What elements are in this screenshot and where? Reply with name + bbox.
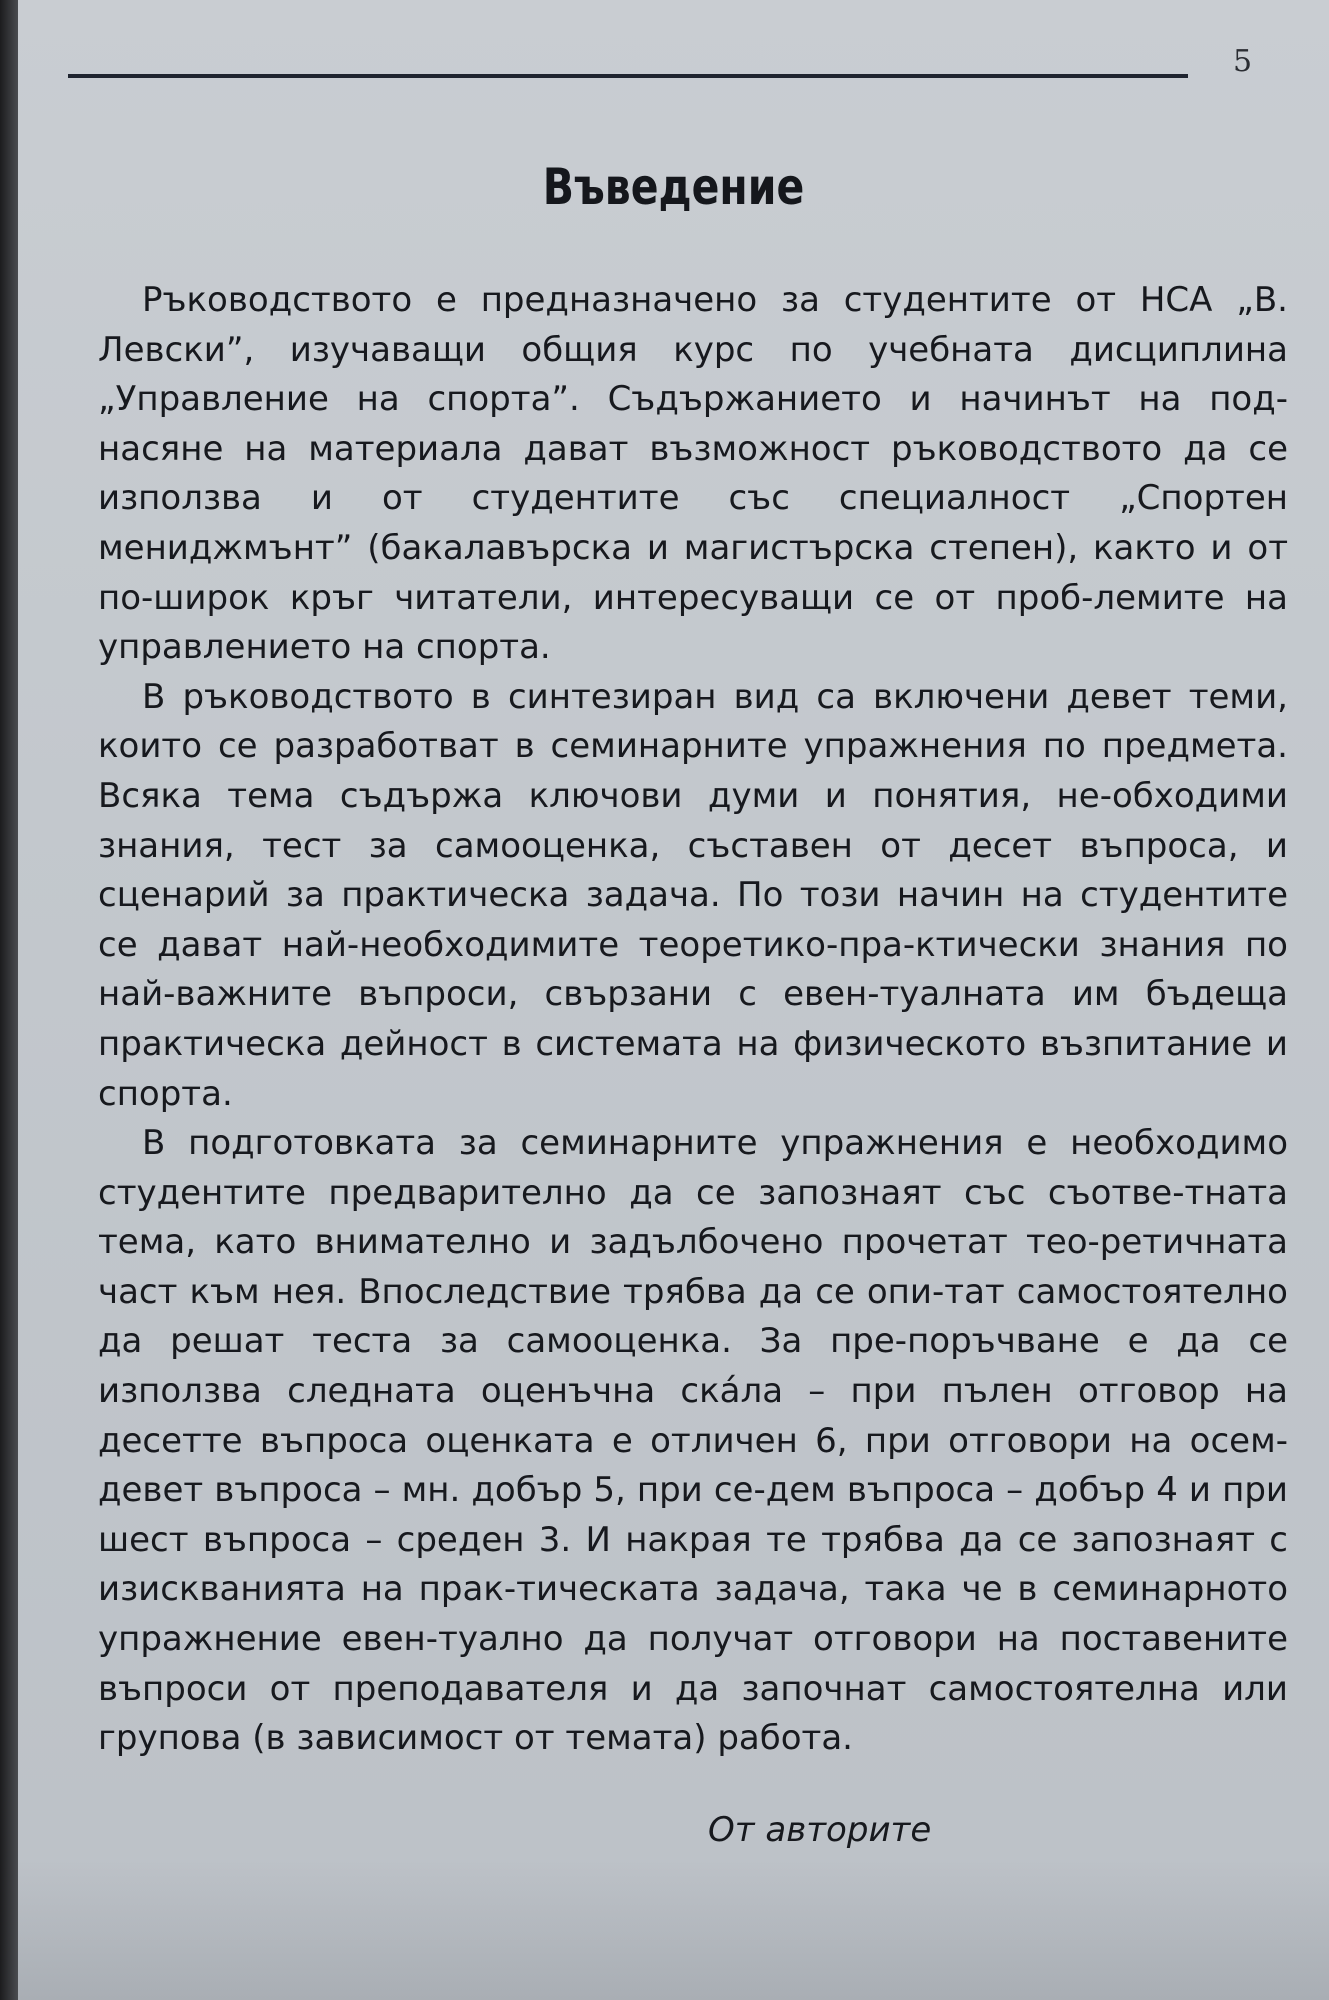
paragraph: Ръководството е предназначено за студентите от НСА „В. Левски”, изучаващи общия курс по учебната дисциплина „Управление на спорта”. Съдържанието и начинът на под-насяне на материала дават възможност ръководството да се използва и от студентите със специалност „Спортен мениджмънт” (бакалавърска и магистърска степен), както и от по-широк кръг читатели, интересуващи се от проб-лемите на управлението на спорта. xyxy=(98,280,1288,668)
body-text xyxy=(98,276,1288,1764)
bottom-shading xyxy=(18,1860,1329,2000)
page-edge-shadow xyxy=(0,0,18,2000)
header-rule xyxy=(68,74,1188,78)
page-title: Въведение xyxy=(542,158,805,216)
paragraph: В подготовката за семинарните упражнения е необходимо студентите предварително да се запознаят със съотве-тната тема, като внимателно и задълбочено прочетат тео-ретичната част към нея. Впоследствие трябва да се опи-тат самостоятелно да решат теста за самооценка. За пре-поръчване е да се използва следната оценъчна ска́ла – при пълен отговор на десетте въпроса оценката е отличен 6, при отговори на осем-девет въпроса – мн. добър 5, при се-дем въпроса – добър 4 и при шест въпроса – среден 3. И накрая те трябва да се запознаят с изискванията на прак-тическата задача, така че в семинарното упражнение евен-туално да получат отговори на поставените въпроси от преподавателя и да започнат самостоятелна или групова (в зависимост от темата) работа. xyxy=(98,1123,1288,1759)
signature: От авторите xyxy=(708,1810,932,1850)
page-number: 5 xyxy=(1233,44,1253,79)
book-page xyxy=(18,0,1329,2000)
paragraph: В ръководството в синтезиран вид са включени девет теми, които се разработват в семинарните упражнения по предмета. Всяка тема съдържа ключови думи и понятия, не-обходими знания, тест за самооценка, съставен от десет въпроса, и сценарий за практическа задача. По този начин на студентите се дават най-необходимите теоретико-пра-ктически знания по най-важните въпроси, свързани с евен-туалната им бъдеща практическа дейност в системата на физическото възпитание и спорта. xyxy=(98,676,1288,1114)
